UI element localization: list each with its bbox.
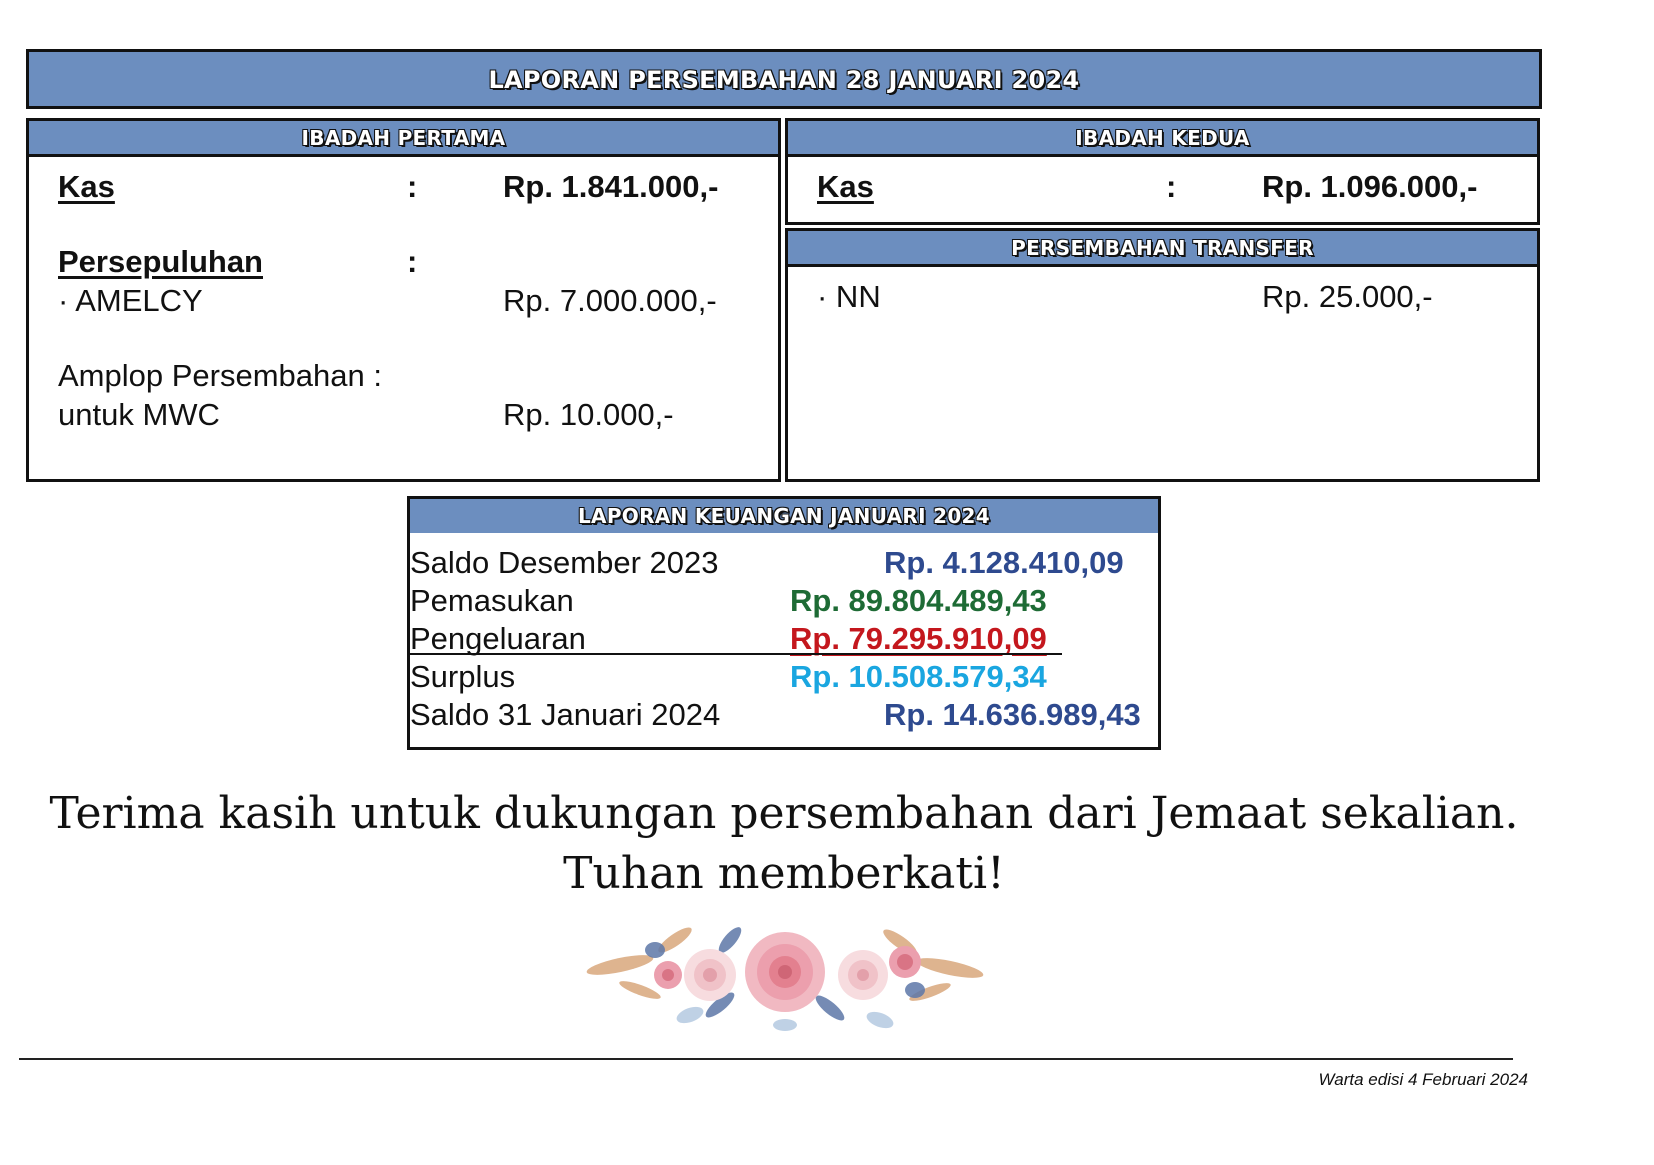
kas-label: Kas (58, 169, 115, 204)
ibadah-pertama-panel (26, 154, 781, 482)
surplus-value: Rp. 10.508.579,34 (790, 659, 1047, 694)
closing-line-2: Tuhan memberkati! (563, 848, 1005, 899)
ibadah-pertama-title: IBADAH PERTAMA (301, 126, 506, 150)
subtotal-rule (410, 653, 1062, 655)
pemasukan-value: Rp. 89.804.489,43 (790, 583, 1047, 618)
closing-line-1: Terima kasih untuk dukungan persembahan dari Jemaat sekalian. (49, 788, 1519, 839)
persembahan-transfer-title: PERSEMBAHAN TRANSFER (1011, 236, 1314, 260)
laporan-keuangan-panel (407, 533, 1161, 750)
persepuluhan-label: Persepuluhan (58, 244, 263, 279)
persembahan-transfer-header (785, 228, 1540, 267)
laporan-keuangan-header (407, 496, 1161, 536)
pengeluaran-value: Rp. 79.295.910,09 (790, 621, 1047, 656)
kas-colon: : (407, 169, 418, 204)
saldo-desember-value: Rp. 4.128.410,09 (884, 545, 1124, 580)
transfer-item-name: · NN (817, 279, 881, 314)
amplop-item-name: untuk MWC (58, 397, 220, 432)
amplop-label: Amplop Persembahan : (58, 358, 382, 393)
surplus-label: Surplus (410, 659, 516, 694)
amplop-item-value: Rp. 10.000,- (503, 397, 674, 432)
kas2-colon: : (1166, 169, 1177, 204)
pemasukan-label: Pemasukan (410, 583, 574, 618)
closing-message (0, 784, 1568, 904)
persepuluhan-item-name: · AMELCY (58, 283, 203, 318)
laporan-keuangan-title: LAPORAN KEUANGAN JANUARI 2024 (578, 504, 990, 528)
main-title: LAPORAN PERSEMBAHAN 28 JANUARI 2024 (488, 66, 1080, 94)
footer-edition: Warta edisi 4 Februari 2024 (1318, 1070, 1528, 1089)
transfer-item-value: Rp. 25.000,- (1262, 279, 1433, 314)
main-title-bar (26, 49, 1542, 109)
saldo-januari-value: Rp. 14.636.989,43 (884, 697, 1141, 732)
kas2-value: Rp. 1.096.000,- (1262, 169, 1478, 204)
kas-value: Rp. 1.841.000,- (503, 169, 719, 204)
kas2-label: Kas (817, 169, 874, 204)
persepuluhan-item-value: Rp. 7.000.000,- (503, 283, 717, 318)
footer-rule (19, 1058, 1513, 1060)
saldo-januari-label: Saldo 31 Januari 2024 (410, 697, 721, 732)
persembahan-transfer-panel (785, 264, 1540, 482)
ibadah-kedua-panel (785, 154, 1540, 225)
ibadah-pertama-header (26, 118, 781, 157)
persepuluhan-colon: : (407, 244, 418, 279)
ibadah-kedua-header (785, 118, 1540, 157)
floral-garland-icon (580, 920, 990, 1035)
pengeluaran-label: Pengeluaran (410, 621, 586, 656)
saldo-desember-label: Saldo Desember 2023 (410, 545, 719, 580)
ibadah-kedua-title: IBADAH KEDUA (1075, 126, 1250, 150)
